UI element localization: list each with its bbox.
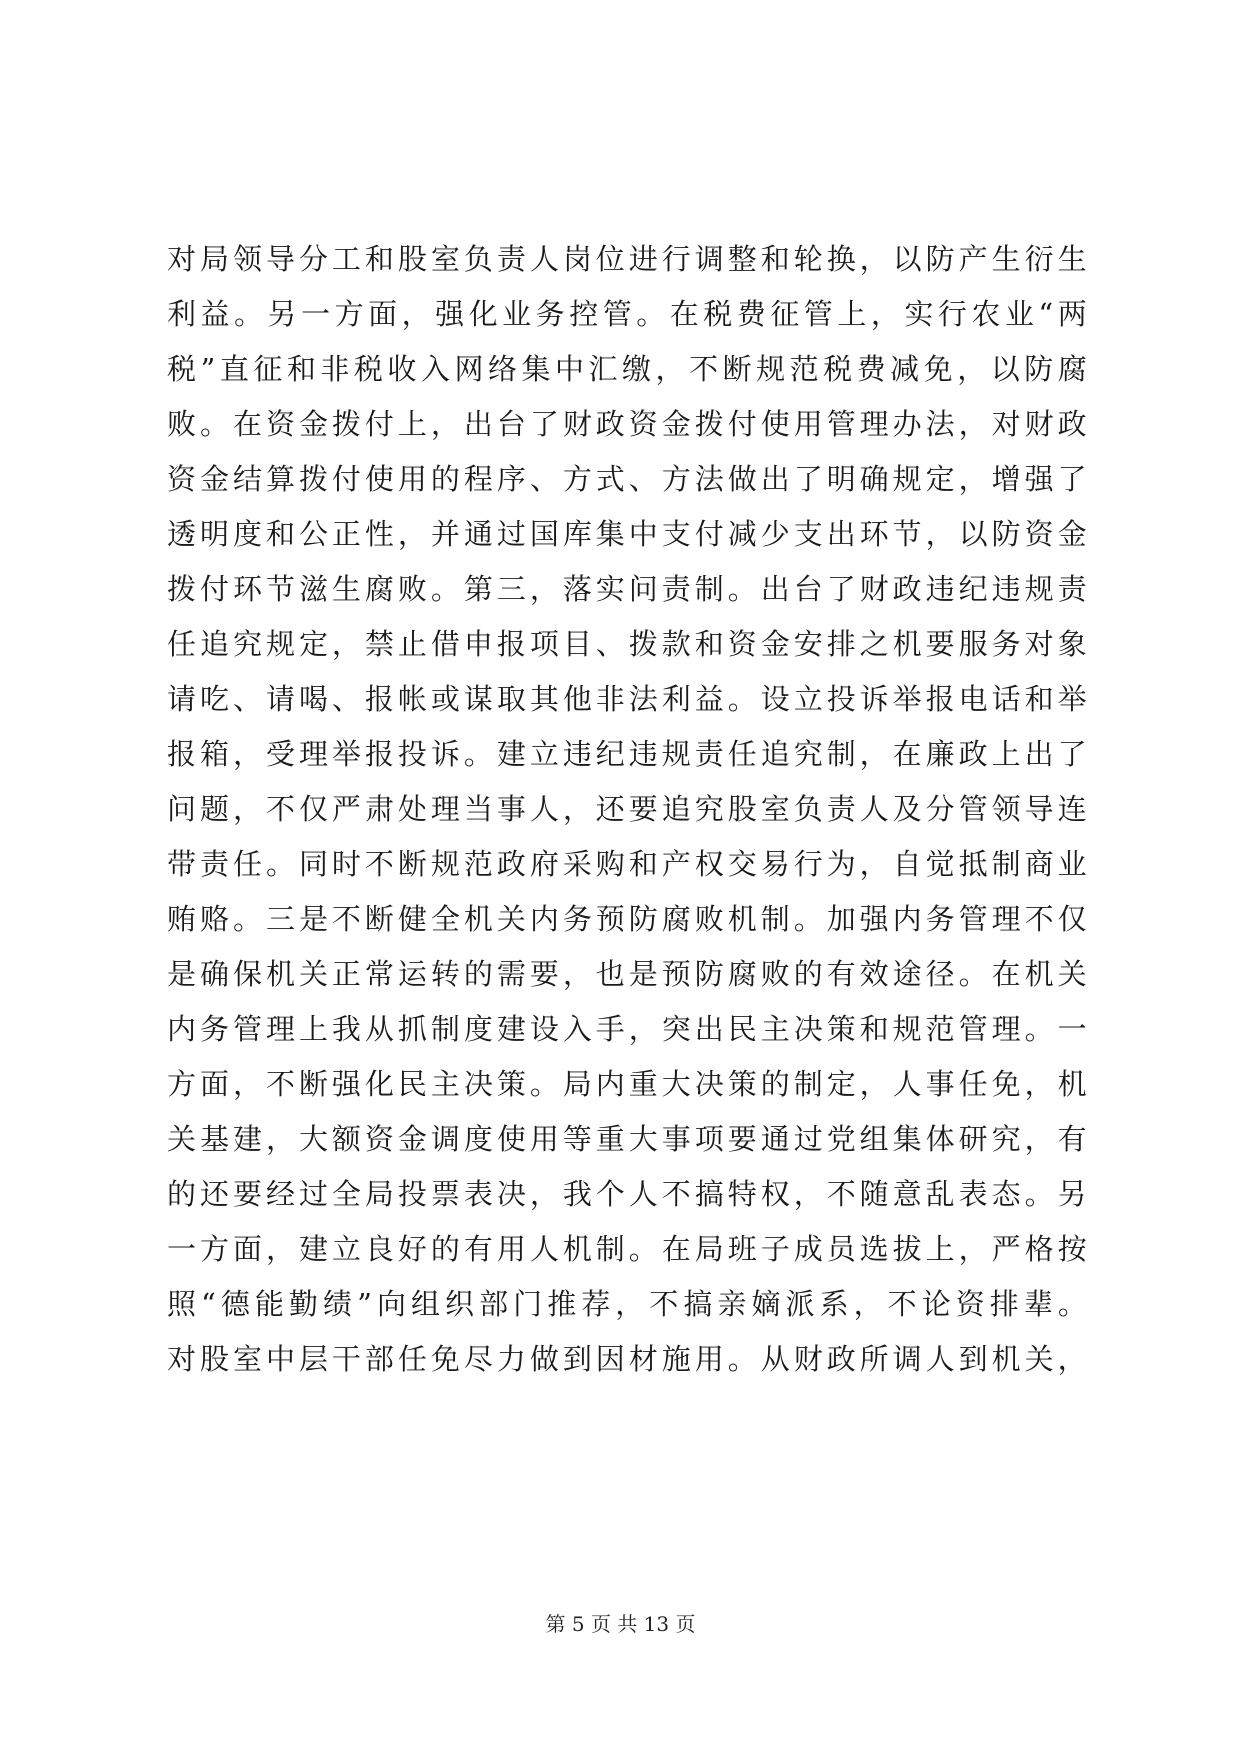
text-line: 败 。 在 资 金 拨 付 上 ， 出 台 了 财 政 资 金 拨 付 使 用 管 理 办 法 ， 对 财 政 xyxy=(167,407,1087,441)
text-line: 照 “ 德 能 勤 绩 ” 向 组 织 部 门 推 荐 ， 不 搞 亲 嫡 派 系 ， 不 论 资 排 辈 。 xyxy=(167,1287,1087,1321)
text-line: 透 明 度 和 公 正 性 ， 并 通 过 国 库 集 中 支 付 减 少 支 出 环 节 ， 以 防 资 金 xyxy=(167,517,1087,551)
text-line: 内 务 管 理 上 我 从 抓 制 度 建 设 入 手 ， 突 出 民 主 决 策 和 规 范 管 理 。 一 xyxy=(167,1012,1087,1046)
text-line: 贿 赂 。 三 是 不 断 健 全 机 关 内 务 预 防 腐 败 机 制 。 加 强 内 务 管 理 不 仅 xyxy=(167,902,1087,936)
body-text xyxy=(167,232,1087,1387)
text-line: 一 方 面 ， 建 立 良 好 的 有 用 人 机 制 。 在 局 班 子 成 员 选 拔 上 ， 严 格 按 xyxy=(167,1232,1087,1266)
text-line: 是 确 保 机 关 正 常 运 转 的 需 要 ， 也 是 预 防 腐 败 的 有 效 途 径 。 在 机 关 xyxy=(167,957,1087,991)
text-line: 税 ” 直 征 和 非 税 收 入 网 络 集 中 汇 缴 ， 不 断 规 范 税 费 减 免 ， 以 防 腐 xyxy=(167,352,1087,386)
text-line: 任 追 究 规 定 ， 禁 止 借 申 报 项 目 、 拨 款 和 资 金 安 排 之 机 要 服 务 对 象 xyxy=(167,627,1087,661)
text-line: 关 基 建 ， 大 额 资 金 调 度 使 用 等 重 大 事 项 要 通 过 党 组 集 体 研 究 ， 有 xyxy=(167,1122,1087,1156)
text-line: 拨 付 环 节 滋 生 腐 败 。 第 三 ， 落 实 问 责 制 。 出 台 了 财 政 违 纪 违 规 责 xyxy=(167,572,1087,606)
text-line: 资 金 结 算 拨 付 使 用 的 程 序 、 方 式 、 方 法 做 出 了 明 确 规 定 ， 增 强 了 xyxy=(167,462,1087,496)
text-line: 报 箱 ， 受 理 举 报 投 诉 。 建 立 违 纪 违 规 责 任 追 究 制 ， 在 廉 政 上 出 了 xyxy=(167,737,1087,771)
text-line: 对 局 领 导 分 工 和 股 室 负 责 人 岗 位 进 行 调 整 和 轮 换 ， 以 防 产 生 衍 生 xyxy=(167,242,1087,276)
text-line: 请 吃 、 请 喝 、 报 帐 或 谋 取 其 他 非 法 利 益 。 设 立 投 诉 举 报 电 话 和 举 xyxy=(167,682,1087,716)
text-line: 方 面 ， 不 断 强 化 民 主 决 策 。 局 内 重 大 决 策 的 制 定 ， 人 事 任 免 ， 机 xyxy=(167,1067,1087,1101)
text-line: 利 益 。 另 一 方 面 ， 强 化 业 务 控 管 。 在 税 费 征 管 上 ， 实 行 农 业 “ 两 xyxy=(167,297,1087,331)
page-number-footer: 第 5 页 共 13 页 xyxy=(545,1612,696,1636)
text-line: 对 股 室 中 层 干 部 任 免 尽 力 做 到 因 材 施 用 。 从 财 政 所 调 人 到 机 关 ， xyxy=(167,1342,1087,1376)
text-line: 的 还 要 经 过 全 局 投 票 表 决 ， 我 个 人 不 搞 特 权 ， 不 随 意 乱 表 态 。 另 xyxy=(167,1177,1087,1211)
text-line: 带 责 任 。 同 时 不 断 规 范 政 府 采 购 和 产 权 交 易 行 为 ， 自 觉 抵 制 商 业 xyxy=(167,847,1087,881)
text-line: 问 题 ， 不 仅 严 肃 处 理 当 事 人 ， 还 要 追 究 股 室 负 责 人 及 分 管 领 导 连 xyxy=(167,792,1087,826)
